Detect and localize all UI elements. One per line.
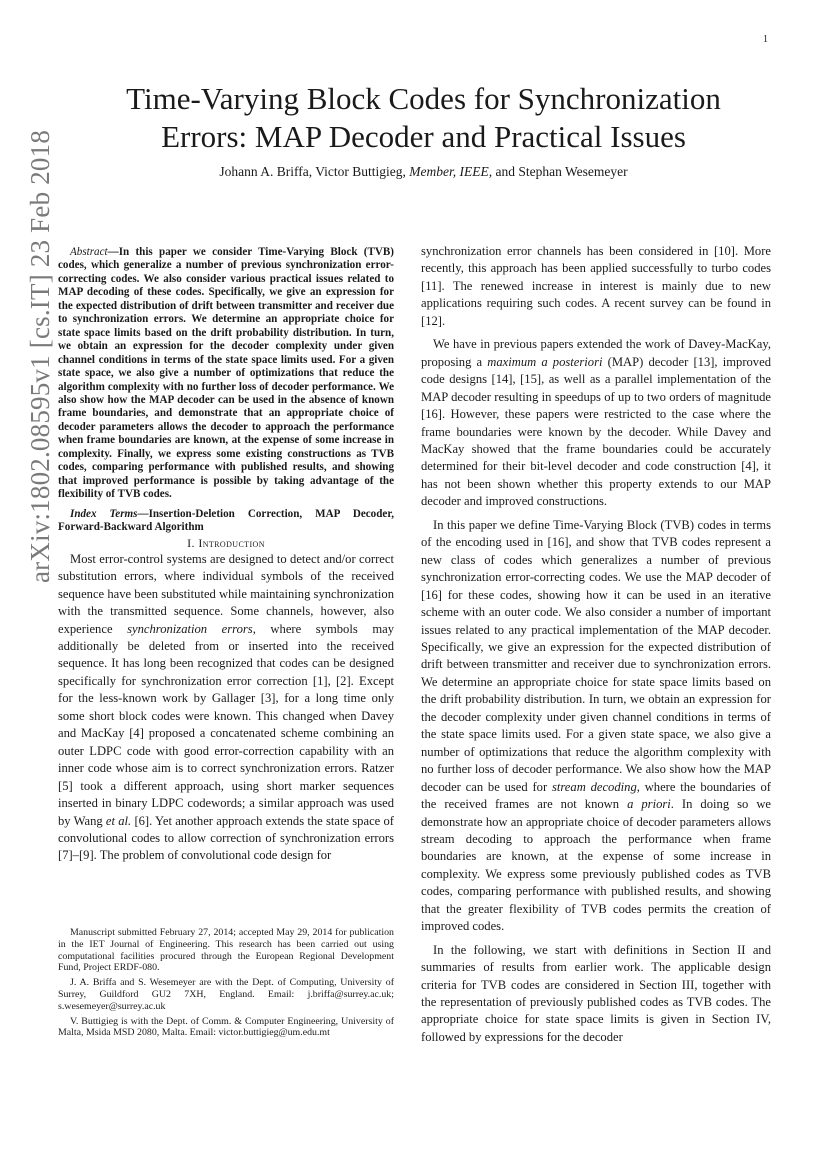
p3-text-a: In this paper we define Time-Varying Block (TVB) codes in terms of the encoding used in [16], and show that TVB codes represent a new class of codes which generalizes a number of previous synchronization error-correcting codes. We use the MAP decoder of [16] for these codes, showing how it can be used in an iterative scheme with an outer code. We also consider a number of important issues related to any practical implementation of the MAP decoder. Specifically, we give an expression for the expected distribution of drift between transmitter and receiver due to synchronization errors. We determine an appropriate choice for state space limits based on the drift probability distribution. In turn, we obtain an expression for the decoder complexity under given channel conditions in terms of the state space limits used. For a given state space, we also give a number of optimizations that reduce the algorithm complexity with no further loss of decoder performance. We also show how the MAP decoder can be used for [421, 517, 771, 794]
intro-emphasis-sync-errors: synchronization errors [127, 621, 253, 636]
p2-text-b: (MAP) decoder [13], improved code designs [14], [15], as well as a parallel implementation of the MAP decoder resulting in speedups of up to two orders of magnitude [16]. However, these papers were restricted to the case where the frame boundaries were known by the decoder. While Davey and MacKay showed that the frame boundaries could be accurately determined for their bit-level decoder and code construction [4], it has not been shown whether this property extends to our MAP decoder and improved constructions. [421, 354, 771, 509]
intro-text-c: [6]. Yet another approach extends the state space of convolutional codes to allow correction of synchronization errors [7]–[9]. The problem of convolutional code design for [58, 813, 394, 863]
index-terms [58, 508, 394, 535]
right-paragraph-2 [421, 336, 771, 511]
author-list [60, 163, 787, 181]
p3-emphasis-stream: stream decoding [551, 779, 637, 794]
p2-text-a: We have in previous papers extended the work of Davey-MacKay, proposing a [421, 337, 771, 369]
abstract [58, 246, 394, 502]
title-line-1: Time-Varying Block Codes for Synchronization [126, 81, 721, 116]
page-number: 1 [763, 34, 768, 45]
footnote-affiliation-malta: V. Buttigieg is with the Dept. of Comm. & Computer Engineering, University of Malta, Msida MSD 2080, Malta. Email: victor.buttigieg@um.edu.mt [58, 1015, 394, 1039]
footnote-manuscript: Manuscript submitted February 27, 2014; accepted May 29, 2014 for publication in the IET Journal of Engineering. This research has been carried out using computational facilities procured through the European Regional Development Fund, Project ERDF-080. [58, 927, 394, 974]
authors-names: Johann A. Briffa, Victor Buttigieg, [219, 164, 410, 179]
index-terms-heading: Index Terms [70, 507, 138, 520]
index-terms-body: —Insertion-Deletion Correction, MAP Decoder, Forward-Backward Algorithm [58, 507, 394, 534]
p3-text-b: , where the boundaries of the received frames are not known [421, 779, 771, 812]
right-column [421, 243, 771, 1046]
left-column [58, 246, 394, 865]
section-title: Introduction [198, 535, 265, 550]
intro-paragraph-1 [58, 551, 394, 865]
paper-title [60, 80, 787, 156]
footnote-affiliation-surrey: J. A. Briffa and S. Wesemeyer are with the Dept. of Computing, University of Surrey, Guildford GU2 7XH, England. Email: j.briffa@surrey.ac.uk; s.wesemeyer@surrey.ac.uk [58, 977, 394, 1012]
authors-last: and Stephan Wesemeyer [492, 164, 628, 179]
right-paragraph-3 [421, 517, 771, 936]
right-paragraph-1: synchronization error channels has been considered in [10]. More recently, this approach has been applied successfully to turbo codes [11]. The renewed increase in interest is mainly due to new applications requiring such codes. A recent survey can be found in [12]. [421, 244, 771, 328]
right-paragraph-4: In the following, we start with definitions in Section II and summaries of results from earlier work. The applicable design criteria for TVB codes are considered in Section III, together with the representation of previously published codes as TVB codes. The appropriate choice for state space limits is given in Section IV, followed by expressions for the decoder [421, 942, 771, 1044]
p2-emphasis-map: maximum a posteriori [487, 354, 603, 369]
intro-text-b: , where symbols may additionally be deleted from or inserted into the received sequence. It has long been recognized that codes can be designed specifically for synchronization error correction [1], [2]. Except for the less-known work by Gallager [3], for a long time only some short block codes were known. This changed when Davey and MacKay [4] proposed a concatenated scheme combining an outer LDPC code with good error-correction capability with an inner code whose aim is to correct synchronization errors. Ratzer [5] took a different approach, using short marker sequences inserted in binary LDPC codewords; a similar approach was used by Wang [58, 621, 394, 828]
intro-text-a: Most error-control systems are designed to detect and/or correct substitution errors, where individual symbols of the received sequence have been substituted while maintaining synchronization with the transmitted sequence. Some channels, however, also experience [58, 551, 394, 636]
intro-emphasis-et-al: et al. [105, 813, 132, 828]
section-heading-introduction [58, 535, 394, 551]
abstract-body: —In this paper we consider Time-Varying Block (TVB) codes, which generalize a number of previous synchronization error-correcting codes. We also consider various practical issues related to MAP decoding of these codes. Specifically, we give an expression for the expected distribution of drift between transmitter and receiver due to synchronization errors. We determine an appropriate choice for state space limits based on the drift probability distribution. In turn, we obtain an expression for the decoder complexity under given channel conditions in terms of the state space limits used. For a given state space, we also give a number of optimizations that reduce the algorithm complexity with no further loss of decoder performance. We also show how the MAP decoder can be used in the absence of known frame boundaries, and demonstrate that an appropriate choice of decoder parameters allows the decoder to approach the performance when frame boundaries are known, at the expense of some increase in complexity. Finally, we express some existing constructions as TVB codes, comparing performance with published results, and showing that improved performance is possible by taking advantage of the flexibility of TVB codes. [58, 246, 394, 501]
abstract-heading: Abstract [70, 246, 108, 258]
p3-emphasis-apriori: a priori [627, 797, 671, 812]
section-numeral: I. [187, 535, 199, 550]
title-line-2: Errors: MAP Decoder and Practical Issues [161, 119, 686, 154]
p3-text-c: . In doing so we demonstrate how an appropriate choice of decoder parameters allows stream decoding to approach the performance when frame boundaries are known, at the expense of some increase in complexity. We express some previously published codes as TVB codes, comparing performance with published results, and showing that the greater flexibility of TVB codes permits the creation of improved codes. [421, 797, 772, 934]
footnotes [58, 927, 394, 1042]
arxiv-identifier: arXiv:1802.08595v1 [cs.IT] 23 Feb 2018 [25, 129, 55, 583]
authors-membership: Member, IEEE, [409, 164, 493, 179]
